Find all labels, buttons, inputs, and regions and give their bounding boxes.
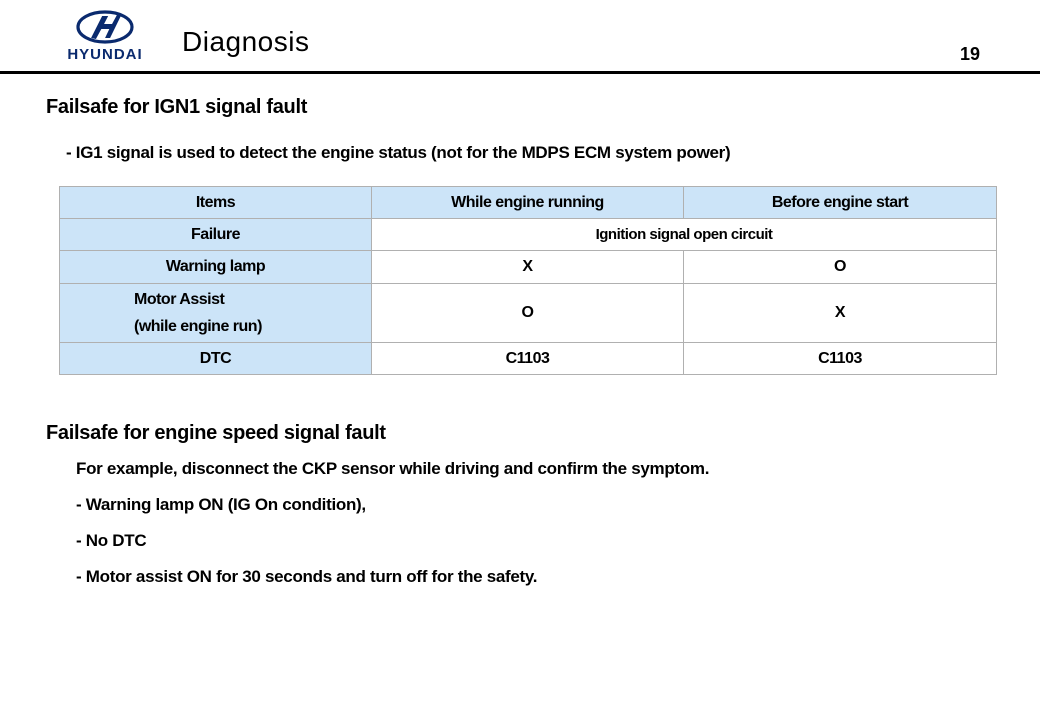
engine-speed-bullet: - No DTC [76, 531, 147, 550]
table-row [60, 219, 997, 251]
column-header: While engine running [372, 187, 684, 219]
table-header-row [60, 187, 997, 219]
column-header: Items [60, 187, 372, 219]
header-divider [0, 71, 1040, 74]
column-header: Before engine start [684, 187, 997, 219]
failsafe-table [59, 186, 997, 375]
row-label [60, 284, 372, 343]
engine-speed-example: For example, disconnect the CKP sensor while driving and confirm the symptom. [76, 459, 710, 478]
engine-speed-bullet: - Motor assist ON for 30 seconds and turn off for the safety. [76, 567, 538, 586]
table-row [60, 251, 997, 284]
hyundai-logo-icon [56, 10, 154, 46]
table-cell: C1103 [372, 343, 684, 375]
section-heading-engine-speed: Failsafe for engine speed signal fault [46, 422, 386, 444]
ign1-description: - IG1 signal is used to detect the engine status (not for the MDPS ECM system power) [66, 143, 731, 162]
table-row [60, 284, 997, 343]
page-number: 19 [960, 44, 981, 64]
table-cell: O [684, 251, 997, 284]
table-cell: C1103 [684, 343, 997, 375]
row-label: Warning lamp [60, 251, 372, 284]
hyundai-logo [56, 10, 154, 66]
row-label: Failure [60, 219, 372, 251]
row-label-line: (while engine run) [134, 318, 262, 335]
table-cell: O [372, 284, 684, 343]
brand-name: HYUNDAI [67, 46, 143, 63]
table-cell: Ignition signal open circuit [372, 219, 997, 251]
page-title: Diagnosis [182, 26, 310, 57]
row-label: DTC [60, 343, 372, 375]
table-cell: X [372, 251, 684, 284]
section-heading-ign1: Failsafe for IGN1 signal fault [46, 96, 308, 118]
engine-speed-bullet: - Warning lamp ON (IG On condition), [76, 495, 366, 514]
table-row [60, 343, 997, 375]
table-cell: X [684, 284, 997, 343]
row-label-line: Motor Assist [134, 291, 225, 308]
